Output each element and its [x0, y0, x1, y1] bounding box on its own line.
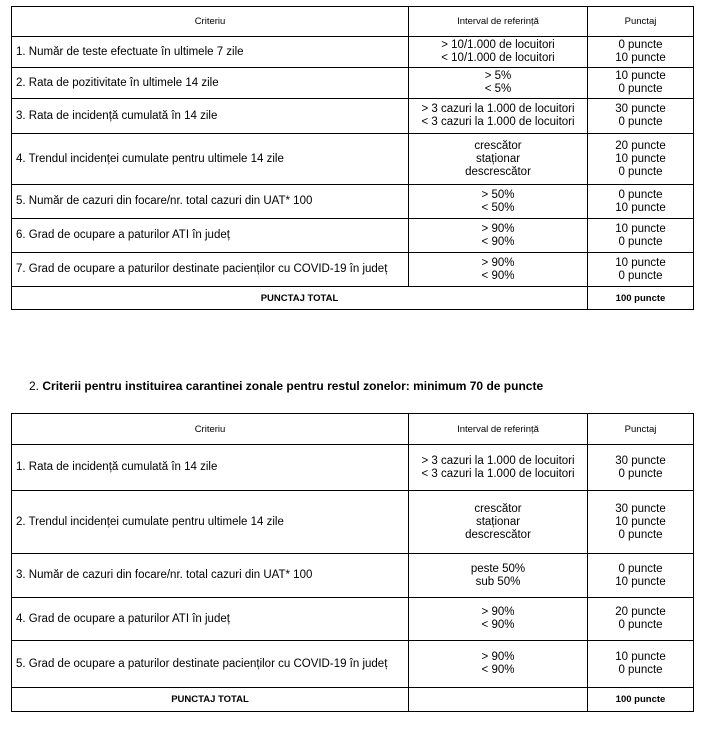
row-interval — [409, 219, 588, 253]
interval-line: < 5% — [484, 83, 512, 95]
interval-line: < 90% — [481, 235, 515, 248]
score-line: 10 puncte — [615, 70, 666, 82]
row-score — [588, 253, 694, 287]
row-interval — [409, 491, 588, 554]
interval-line: < 10/1.000 de locuitori — [441, 52, 555, 64]
score-line: 10 puncte — [615, 222, 666, 235]
criteria-table-2 — [11, 413, 694, 712]
row-interval — [409, 445, 588, 491]
table-row — [12, 641, 694, 688]
header-interval: Interval de referință — [409, 414, 588, 445]
score-line: 0 puncte — [618, 83, 663, 95]
header-criteriu: Criteriu — [12, 414, 409, 445]
interval-line: > 90% — [481, 256, 515, 269]
table-row — [12, 185, 694, 219]
section-2-title — [29, 379, 543, 393]
score-line: 0 puncte — [618, 467, 663, 480]
interval-line: > 10/1.000 de locuitori — [441, 39, 555, 51]
header-criteriu: Criteriu — [12, 7, 409, 37]
table-row — [12, 219, 694, 253]
row-criterion: 1. Număr de teste efectuate în ultimele 7 zile — [12, 37, 409, 68]
score-line: 0 puncte — [618, 269, 663, 282]
row-interval — [409, 598, 588, 641]
header-punctaj: Punctaj — [588, 7, 694, 37]
interval-line: < 3 cazuri la 1.000 de locuitori — [421, 116, 575, 128]
score-line: 20 puncte — [615, 606, 666, 618]
header-interval: Interval de referință — [409, 7, 588, 37]
score-line: 0 puncte — [618, 188, 663, 201]
score-line: 0 puncte — [618, 235, 663, 248]
row-criterion: 5. Grad de ocupare a paturilor destinate pacienților cu COVID-19 în județ — [12, 641, 409, 688]
interval-line: crescător — [474, 502, 522, 515]
interval-line: > 90% — [481, 606, 515, 618]
section-heading: Criterii pentru instituirea carantinei zonale pentru restul zonelor: minimum 70 de puncte — [42, 379, 544, 393]
score-line: 20 puncte — [615, 139, 666, 152]
row-score — [588, 445, 694, 491]
total-spacer — [409, 688, 588, 712]
table-row — [12, 491, 694, 554]
score-line: 0 puncte — [618, 528, 663, 541]
score-line: 30 puncte — [615, 103, 666, 115]
row-interval — [409, 185, 588, 219]
interval-line: < 50% — [481, 201, 515, 214]
row-score — [588, 99, 694, 134]
row-criterion: 6. Grad de ocupare a paturilor ATI în județ — [12, 219, 409, 253]
score-line: 10 puncte — [615, 256, 666, 269]
row-score — [588, 598, 694, 641]
row-criterion: 2. Trendul incidenței cumulate pentru ultimele 14 zile — [12, 491, 409, 554]
row-score — [588, 219, 694, 253]
interval-line: > 90% — [481, 222, 515, 235]
interval-line: staționar — [475, 515, 521, 528]
table-row — [12, 598, 694, 641]
table-row — [12, 554, 694, 598]
row-score — [588, 37, 694, 68]
row-score — [588, 68, 694, 99]
row-score — [588, 554, 694, 598]
interval-line: > 5% — [484, 70, 512, 82]
interval-line: > 3 cazuri la 1.000 de locuitori — [421, 103, 575, 115]
score-line: 0 puncte — [618, 562, 663, 575]
row-criterion: 4. Trendul incidenței cumulate pentru ultimele 14 zile — [12, 134, 409, 185]
interval-line: < 90% — [481, 269, 515, 282]
row-criterion: 5. Număr de cazuri din focare/nr. total cazuri din UAT* 100 — [12, 185, 409, 219]
row-interval — [409, 68, 588, 99]
interval-line: crescător — [474, 139, 522, 152]
table-row — [12, 99, 694, 134]
score-line: 30 puncte — [615, 502, 666, 515]
interval-line: sub 50% — [475, 575, 521, 588]
table-row — [12, 68, 694, 99]
interval-line: descrescător — [465, 528, 531, 541]
interval-line: > 90% — [481, 651, 515, 663]
interval-line: descrescător — [465, 165, 531, 178]
score-line: 10 puncte — [615, 152, 666, 165]
table-row — [12, 253, 694, 287]
score-line: 10 puncte — [615, 575, 666, 588]
score-line: 0 puncte — [618, 664, 663, 676]
row-score — [588, 491, 694, 554]
row-interval — [409, 641, 588, 688]
total-row — [12, 688, 694, 712]
row-criterion: 1. Rata de incidență cumulată în 14 zile — [12, 445, 409, 491]
row-score — [588, 641, 694, 688]
score-line: 0 puncte — [618, 619, 663, 631]
total-value: 100 puncte — [588, 688, 694, 712]
table-row — [12, 134, 694, 185]
row-criterion: 7. Grad de ocupare a paturilor destinate pacienților cu COVID-19 în județ — [12, 253, 409, 287]
interval-line: < 90% — [481, 664, 515, 676]
row-criterion: 3. Număr de cazuri din focare/nr. total cazuri din UAT* 100 — [12, 554, 409, 598]
score-line: 30 puncte — [615, 454, 666, 467]
row-score — [588, 185, 694, 219]
interval-line: > 50% — [481, 188, 515, 201]
table-header-row — [12, 414, 694, 445]
row-interval — [409, 134, 588, 185]
score-line: 0 puncte — [618, 116, 663, 128]
table-header-row — [12, 7, 694, 37]
row-interval — [409, 99, 588, 134]
row-interval — [409, 253, 588, 287]
table-row — [12, 445, 694, 491]
table-row — [12, 37, 694, 68]
total-row — [12, 287, 694, 310]
interval-line: > 3 cazuri la 1.000 de locuitori — [421, 454, 575, 467]
score-line: 10 puncte — [615, 52, 666, 64]
total-label: PUNCTAJ TOTAL — [12, 688, 409, 712]
row-criterion: 2. Rata de pozitivitate în ultimele 14 zile — [12, 68, 409, 99]
interval-line: staționar — [475, 152, 521, 165]
header-punctaj: Punctaj — [588, 414, 694, 445]
criteria-table-1 — [11, 6, 694, 310]
score-line: 10 puncte — [615, 201, 666, 214]
total-value: 100 puncte — [588, 287, 694, 310]
row-criterion: 4. Grad de ocupare a paturilor ATI în județ — [12, 598, 409, 641]
row-interval — [409, 37, 588, 68]
interval-line: < 90% — [481, 619, 515, 631]
score-line: 10 puncte — [615, 651, 666, 663]
row-criterion: 3. Rata de incidență cumulată în 14 zile — [12, 99, 409, 134]
row-interval — [409, 554, 588, 598]
section-number: 2. — [29, 379, 40, 393]
score-line: 0 puncte — [618, 165, 663, 178]
score-line: 10 puncte — [615, 515, 666, 528]
row-score — [588, 134, 694, 185]
interval-line: peste 50% — [470, 562, 526, 575]
total-label: PUNCTAJ TOTAL — [12, 287, 588, 310]
score-line: 0 puncte — [618, 39, 663, 51]
interval-line: < 3 cazuri la 1.000 de locuitori — [421, 467, 575, 480]
